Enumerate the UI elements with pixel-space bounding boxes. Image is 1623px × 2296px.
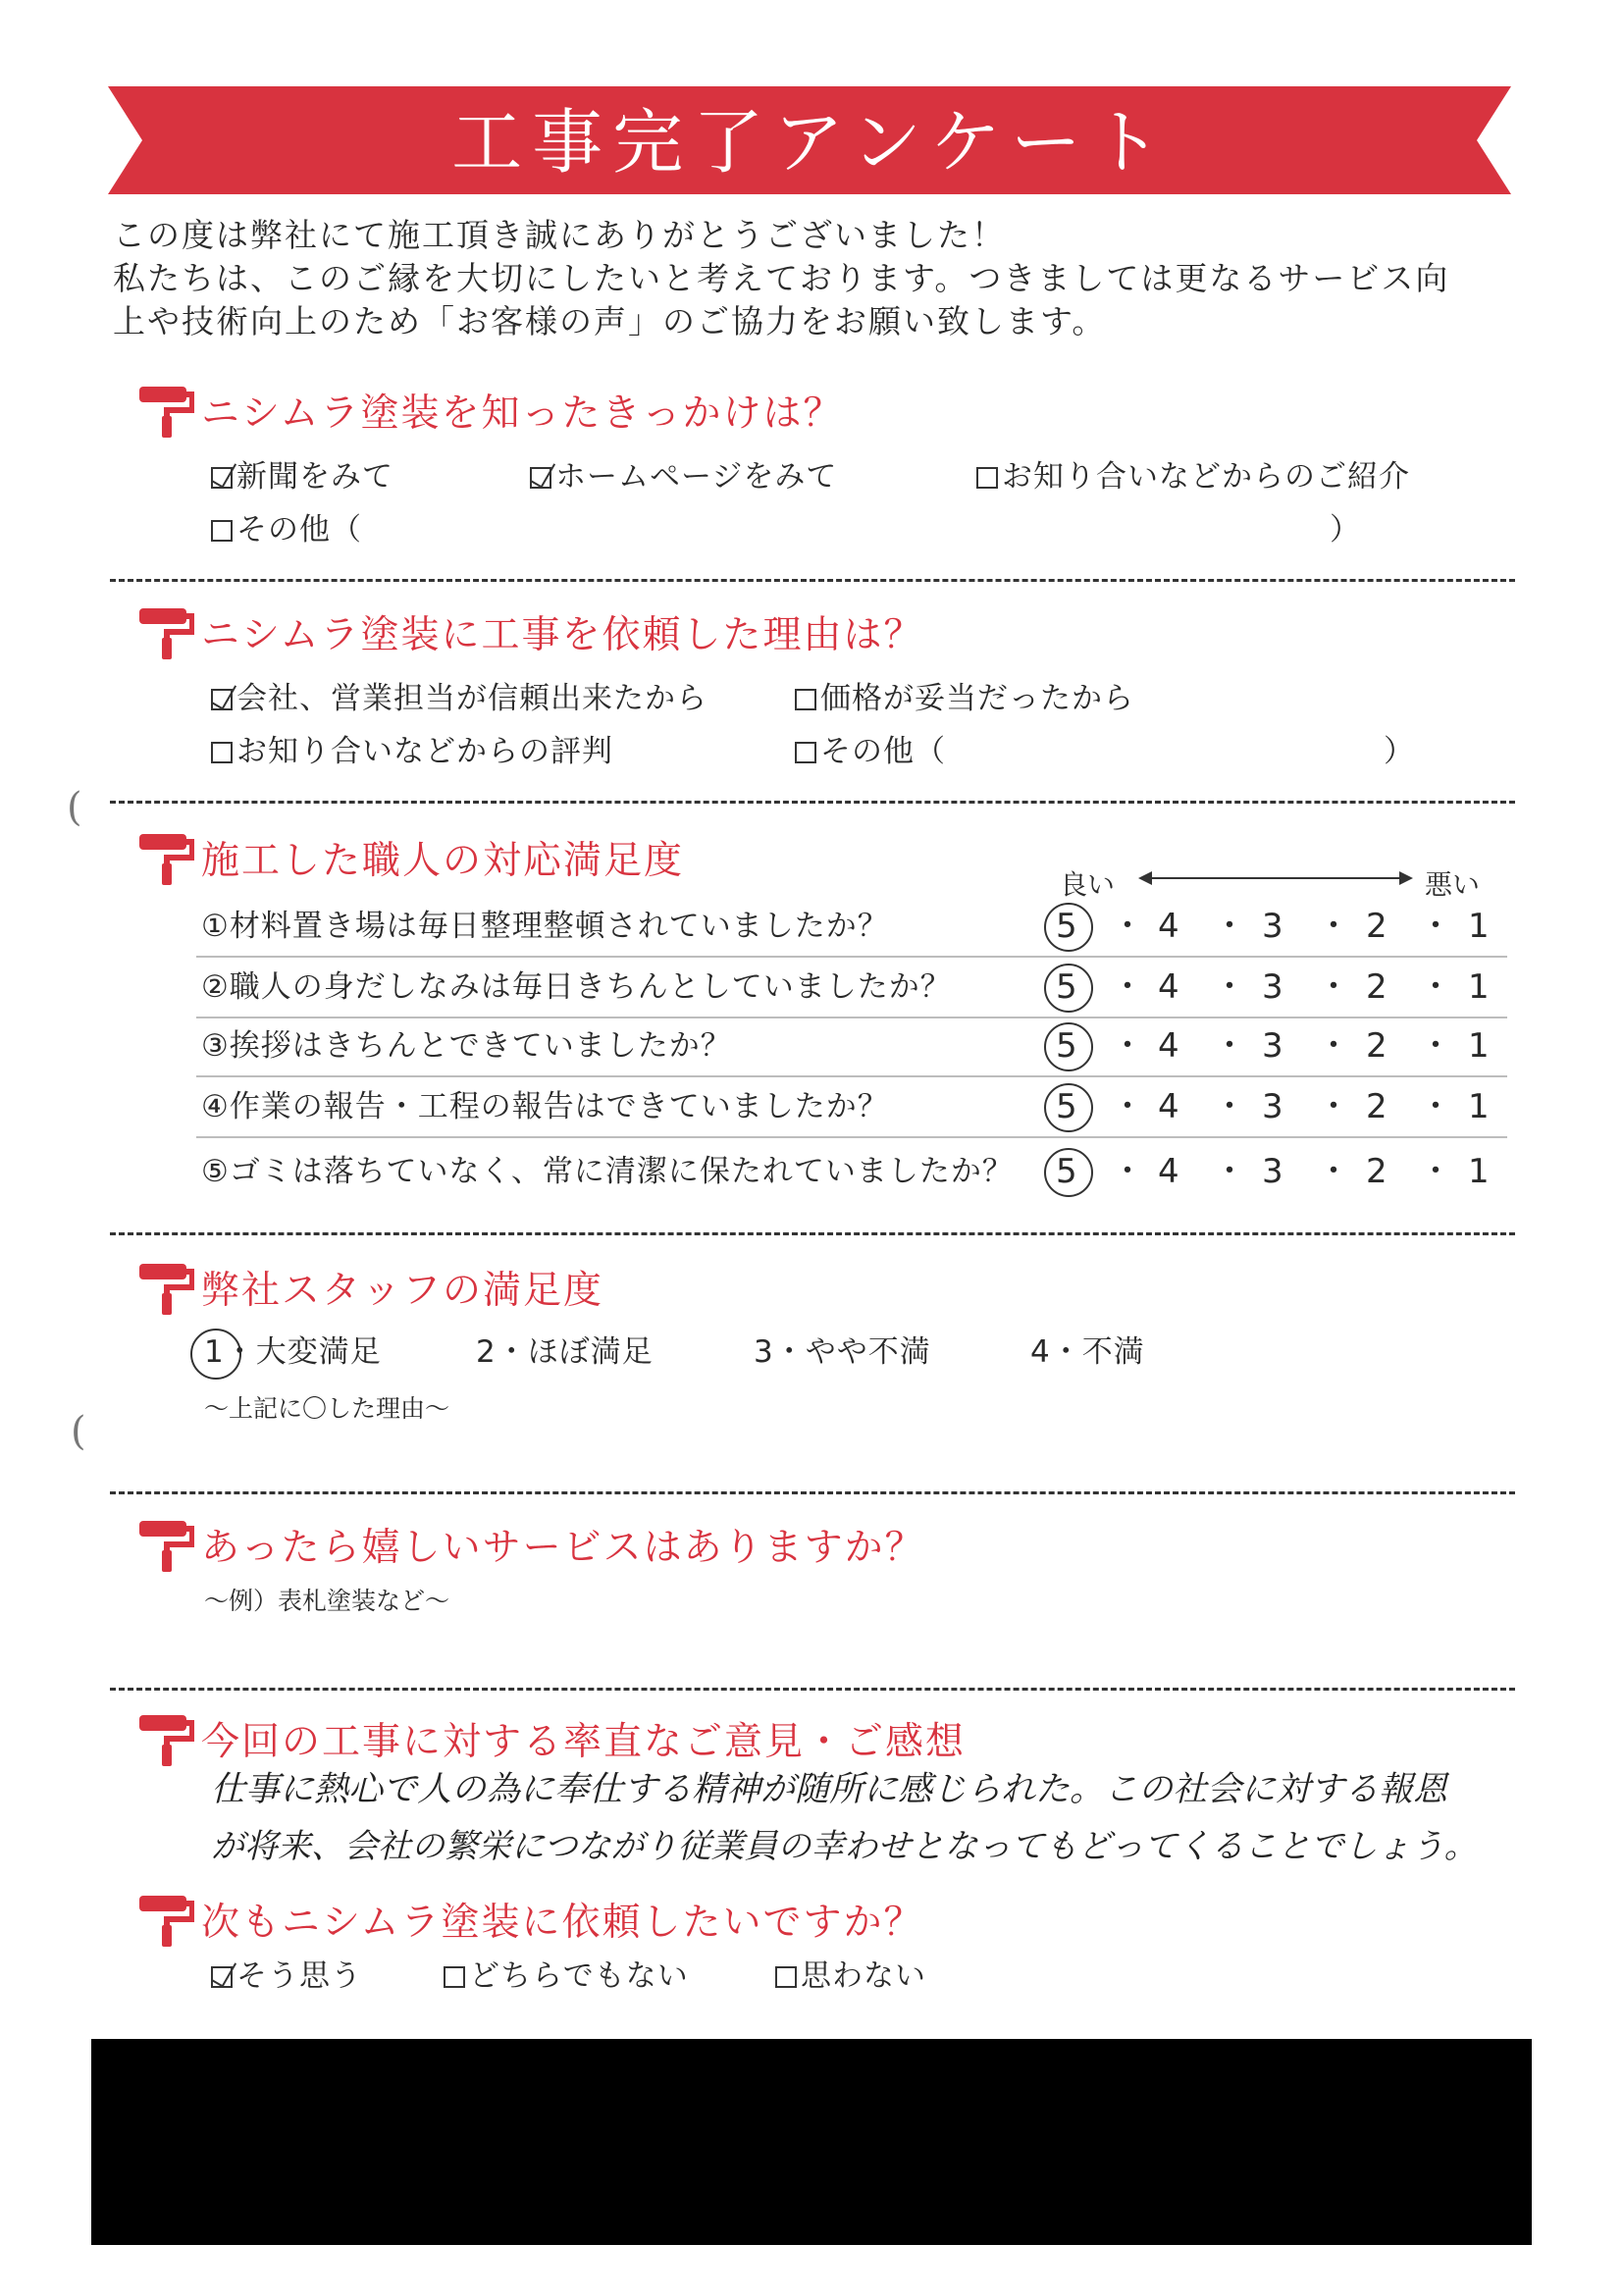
q3-rating-4[interactable]: 4 [1158, 1026, 1179, 1066]
q3-question: ④作業の報告・工程の報告はできていましたか？ [201, 1089, 889, 1124]
q7-title: 次もニシムラ塗装に依頼したいですか？ [201, 1901, 924, 1945]
q3-rating-5[interactable]: 5 [1056, 1152, 1077, 1191]
q1-option-homepage[interactable]: ホームページをみて [530, 457, 837, 496]
scale-separator: ・ [1419, 1087, 1452, 1126]
scale-separator: ・ [1317, 1152, 1350, 1191]
q1-other-close: ） [1330, 512, 1361, 548]
checkbox-icon [444, 1966, 465, 1988]
checkbox-icon [211, 467, 233, 489]
q4-reason-note: ～上記に〇した理由～ [204, 1394, 450, 1423]
paint-roller-icon [137, 1260, 194, 1315]
q3-rating-3[interactable]: 3 [1262, 907, 1283, 946]
q4-title: 弊社スタッフの満足度 [201, 1269, 604, 1313]
checkbox-icon [976, 467, 998, 489]
row-divider [196, 956, 1507, 958]
q2-other-close: ） [1384, 734, 1415, 769]
checkbox-icon [530, 467, 551, 489]
page-title: 工事完了アンケート [451, 101, 1172, 183]
selection-circle [1044, 1083, 1093, 1132]
q7-option-no[interactable]: 思わない [775, 1957, 926, 1996]
q3-rating-1[interactable]: 1 [1468, 967, 1490, 1007]
margin-mark: ( [71, 1409, 86, 1454]
q3-rating-1[interactable]: 1 [1468, 1087, 1490, 1126]
q7-option-neutral[interactable]: どちらでもない [444, 1957, 689, 1996]
divider [110, 1688, 1515, 1691]
intro-line-3: 上や技術向上のため「お客様の声」のご協力をお願い致します。 [113, 302, 1107, 340]
q6-answer-line-2[interactable]: が将来、会社の繁栄につながり従業員の幸わせとなってもどってくることでしょう。 [211, 1827, 1478, 1866]
q3-rating-3[interactable]: 3 [1262, 1087, 1283, 1126]
q3-rating-1[interactable]: 1 [1468, 907, 1490, 946]
q2-option-trust[interactable]: 会社、営業担当が信頼出来たから [211, 679, 707, 718]
intro-line-2: 私たちは、このご縁を大切にしたいと考えております。つきましては更なるサービス向 [113, 259, 1450, 297]
scale-separator: ・ [1317, 967, 1350, 1007]
scale-separator: ・ [1213, 1152, 1246, 1191]
selection-circle [1044, 964, 1093, 1013]
q2-title: ニシムラ塗装に工事を依頼した理由は？ [201, 613, 924, 657]
intro-line-1: この度は弊社にて施工頂き誠にありがとうございました！ [113, 216, 1006, 254]
paint-roller-icon [137, 830, 194, 885]
q6-answer-line-1[interactable]: 仕事に熱心で人の為に奉仕する精神が随所に感じられた。この社会に対する報恩 [211, 1770, 1448, 1809]
q3-rating-4[interactable]: 4 [1158, 907, 1179, 946]
q3-rating-5[interactable]: 5 [1056, 1026, 1077, 1066]
scale-separator: ・ [1317, 907, 1350, 946]
scale-separator: ・ [1213, 907, 1246, 946]
q6-title: 今回の工事に対する率直なご意見・ご感想 [201, 1720, 967, 1764]
paint-roller-icon [137, 1892, 194, 1947]
q3-rating-3[interactable]: 3 [1262, 1026, 1283, 1066]
scale-separator: ・ [1213, 1026, 1246, 1066]
q4-option-3[interactable]: 3・やや不満 [754, 1334, 931, 1370]
margin-mark: ( [67, 785, 82, 830]
q2-option-other[interactable]: その他（ [795, 732, 946, 771]
q3-question: ⑤ゴミは落ちていなく、常に清潔に保たれていましたか？ [201, 1154, 1014, 1189]
q1-title: ニシムラ塗装を知ったきっかけは？ [201, 391, 844, 436]
q3-rating-2[interactable]: 2 [1366, 1026, 1387, 1066]
q4-option-1[interactable]: 1・大変満足 [204, 1334, 382, 1370]
q2-option-price[interactable]: 価格が妥当だったから [795, 679, 1134, 718]
q3-rating-2[interactable]: 2 [1366, 1087, 1387, 1126]
q1-option-other[interactable]: その他（ [211, 510, 362, 549]
checkbox-icon [795, 742, 816, 763]
q4-option-2[interactable]: 2・ほぼ満足 [476, 1334, 654, 1370]
paint-roller-icon [137, 383, 194, 438]
q3-rating-5[interactable]: 5 [1056, 907, 1077, 946]
scale-good-label: 良い [1060, 868, 1116, 901]
selection-circle [1044, 1148, 1093, 1197]
q7-option-yes[interactable]: そう思う [211, 1957, 362, 1996]
q2-option-reputation[interactable]: お知り合いなどからの評判 [211, 732, 613, 771]
checkbox-icon [211, 689, 233, 710]
q5-title: あったら嬉しいサービスはありますか？ [201, 1526, 925, 1570]
q3-rating-3[interactable]: 3 [1262, 1152, 1283, 1191]
q3-rating-4[interactable]: 4 [1158, 1152, 1179, 1191]
q3-rating-5[interactable]: 5 [1056, 1087, 1077, 1126]
paint-roller-icon [137, 1711, 194, 1766]
q3-rating-3[interactable]: 3 [1262, 967, 1283, 1007]
paint-roller-icon [137, 1517, 194, 1572]
scale-separator: ・ [1317, 1087, 1350, 1126]
q3-rating-4[interactable]: 4 [1158, 967, 1179, 1007]
row-divider [196, 1136, 1507, 1138]
scale-separator: ・ [1419, 967, 1452, 1007]
q3-rating-2[interactable]: 2 [1366, 967, 1387, 1007]
checkbox-icon [775, 1966, 797, 1988]
checkbox-icon [211, 1966, 233, 1988]
redacted-area [91, 2039, 1532, 2245]
checkbox-icon [211, 520, 233, 542]
scale-arrow-icon [1138, 863, 1413, 893]
q3-rating-4[interactable]: 4 [1158, 1087, 1179, 1126]
q3-rating-2[interactable]: 2 [1366, 1152, 1387, 1191]
divider [110, 1232, 1515, 1235]
row-divider [196, 1075, 1507, 1077]
q3-rating-5[interactable]: 5 [1056, 967, 1077, 1007]
scale-separator: ・ [1111, 1087, 1144, 1126]
scale-separator: ・ [1111, 1026, 1144, 1066]
q3-rating-1[interactable]: 1 [1468, 1152, 1490, 1191]
q3-rating-2[interactable]: 2 [1366, 907, 1387, 946]
scale-separator: ・ [1111, 967, 1144, 1007]
scale-separator: ・ [1419, 907, 1452, 946]
scale-separator: ・ [1419, 1152, 1452, 1191]
q3-question: ③挨拶はきちんとできていましたか？ [201, 1028, 732, 1064]
divider [110, 579, 1515, 582]
scale-separator: ・ [1213, 1087, 1246, 1126]
selection-circle [1044, 1022, 1093, 1071]
q4-option-4[interactable]: 4・不満 [1030, 1334, 1145, 1370]
q3-question: ②職人の身だしなみは毎日きちんとしていましたか？ [201, 969, 952, 1005]
selection-circle [1044, 903, 1093, 952]
scale-separator: ・ [1111, 1152, 1144, 1191]
checkbox-icon [795, 689, 816, 710]
scale-separator: ・ [1111, 907, 1144, 946]
q3-rating-1[interactable]: 1 [1468, 1026, 1490, 1066]
scale-separator: ・ [1419, 1026, 1452, 1066]
q1-option-referral[interactable]: お知り合いなどからのご紹介 [976, 457, 1410, 496]
scale-separator: ・ [1317, 1026, 1350, 1066]
divider [110, 1491, 1515, 1494]
paint-roller-icon [137, 604, 194, 659]
q3-title: 施工した職人の対応満足度 [201, 839, 685, 883]
divider [110, 801, 1515, 804]
scale-bad-label: 悪い [1425, 868, 1481, 901]
checkbox-icon [211, 742, 233, 763]
q5-example: ～例）表札塗装など～ [204, 1587, 450, 1615]
scale-separator: ・ [1213, 967, 1246, 1007]
q1-option-newspaper[interactable]: 新聞をみて [211, 457, 393, 496]
q3-question: ①材料置き場は毎日整理整頓されていましたか？ [201, 909, 889, 944]
row-divider [196, 1017, 1507, 1018]
